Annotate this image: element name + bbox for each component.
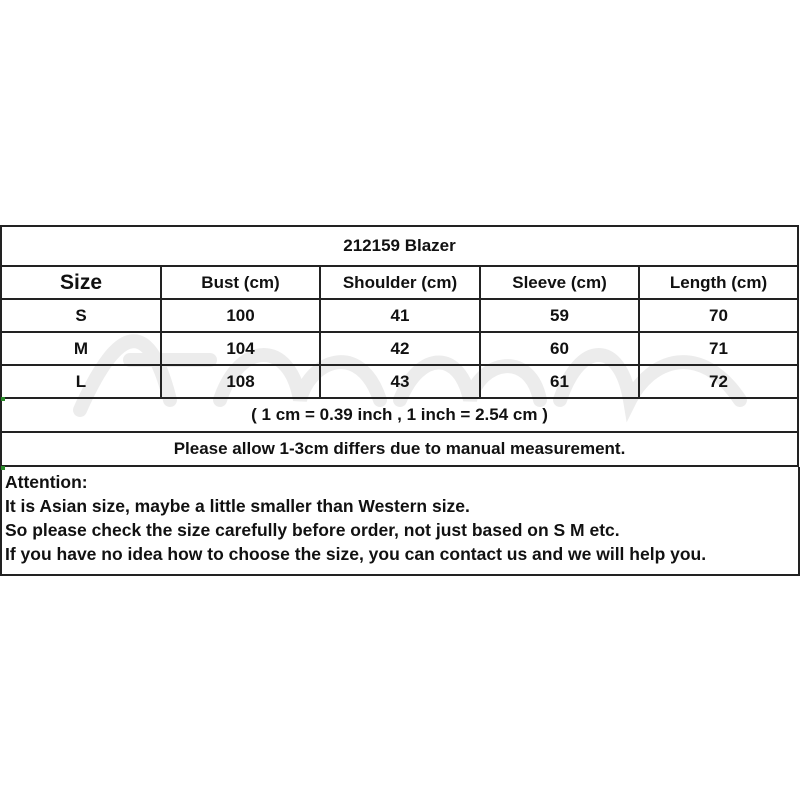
length-cell: 70 <box>639 299 798 332</box>
header-sleeve: Sleeve (cm) <box>480 266 639 299</box>
attention-heading: Attention: <box>5 472 88 492</box>
table-row <box>1 365 798 398</box>
shoulder-cell: 41 <box>320 299 480 332</box>
chart-title: 212159 Blazer <box>1 226 798 266</box>
table-row <box>1 332 798 365</box>
header-length: Length (cm) <box>639 266 798 299</box>
header-size: Size <box>1 266 161 299</box>
table-row <box>1 299 798 332</box>
bust-cell: 100 <box>161 299 320 332</box>
header-shoulder: Shoulder (cm) <box>320 266 480 299</box>
bust-cell: 104 <box>161 332 320 365</box>
header-bust: Bust (cm) <box>161 266 320 299</box>
sleeve-cell: 60 <box>480 332 639 365</box>
attention-line: If you have no idea how to choose the size, you can contact us and we will help you. <box>5 544 707 564</box>
green-marker <box>1 397 5 401</box>
attention-line: It is Asian size, maybe a little smaller than Western size. <box>5 496 470 516</box>
bust-cell: 108 <box>161 365 320 398</box>
attention-box <box>0 467 800 576</box>
sleeve-cell: 61 <box>480 365 639 398</box>
size-table <box>0 225 799 467</box>
conversion-note: ( 1 cm = 0.39 inch , 1 inch = 2.54 cm ) <box>1 398 798 432</box>
length-cell: 71 <box>639 332 798 365</box>
shoulder-cell: 43 <box>320 365 480 398</box>
attention-line: So please check the size carefully before order, not just based on S M etc. <box>5 520 620 540</box>
green-marker <box>1 466 5 470</box>
size-cell: L <box>1 365 161 398</box>
sleeve-cell: 59 <box>480 299 639 332</box>
size-cell: S <box>1 299 161 332</box>
size-cell: M <box>1 332 161 365</box>
size-chart <box>0 225 797 576</box>
measurement-note: Please allow 1-3cm differs due to manual measurement. <box>1 432 798 466</box>
length-cell: 72 <box>639 365 798 398</box>
shoulder-cell: 42 <box>320 332 480 365</box>
